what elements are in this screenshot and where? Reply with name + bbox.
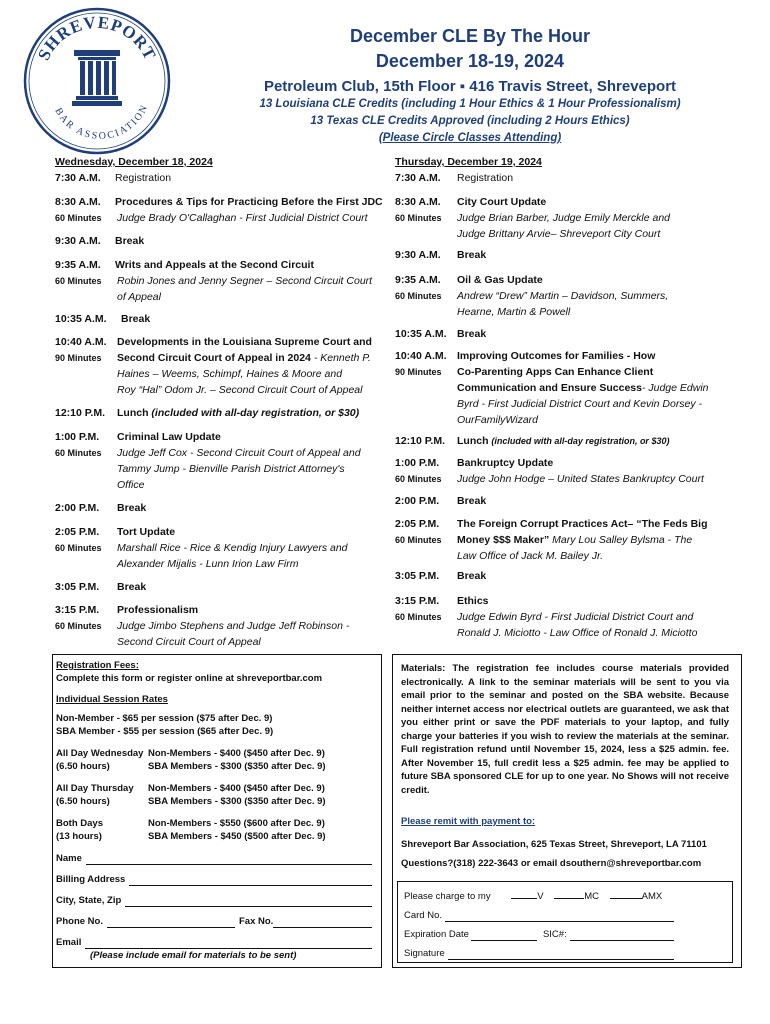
expiration-sic-field[interactable]: Expiration Date SIC#: xyxy=(404,928,674,941)
session-row[interactable]: 2:00 P.M. Break xyxy=(55,502,147,514)
thursday-heading: Thursday, December 19, 2024 xyxy=(395,156,542,168)
session-row[interactable]: 3:05 P.M. Break xyxy=(395,570,487,582)
session-row[interactable]: 1:00 P.M. Bankruptcy Update 60 Minutes Judge John Hodge – United States Bankruptcy Court xyxy=(395,457,704,485)
card-type-row[interactable]: Please charge to my V MC AMX xyxy=(404,891,663,902)
registration-fees-label: Registration Fees: xyxy=(56,660,139,671)
session-row[interactable]: 3:15 P.M. Ethics 60 Minutes Judge Edwin Byrd - First Judicial District Court and Ronald J. Miciotto - Law Office of Ronald J. Miciotto xyxy=(395,595,698,639)
wednesday-heading: Wednesday, December 18, 2024 xyxy=(55,156,213,168)
session-row[interactable]: 8:30 A.M. Procedures & Tips for Practicing Before the First JDC 60 Minutes Judge Brady O'Callaghan - First Judicial District Court xyxy=(55,196,383,224)
session-row[interactable]: 12:10 P.M. Lunch (included with all-day registration, or $30) xyxy=(55,407,360,419)
session-row[interactable]: 12:10 P.M. Lunch (included with all-day registration, or $30) xyxy=(395,435,670,447)
card-number-field[interactable]: Card No. xyxy=(404,909,674,922)
session-row[interactable]: 2:05 P.M. The Foreign Corrupt Practices Act– “The Feds Big 60 Minutes Money $$$ Maker” Mary Lou Salley Bylsma - The Law Office of Jack M. Bailey Jr. xyxy=(395,518,708,562)
bar-association-logo xyxy=(22,6,172,156)
register-online-text: Complete this form or register online at shreveportbar.com xyxy=(56,673,323,684)
session-row[interactable]: 9:35 A.M. Writs and Appeals at the Second Circuit 60 Minutes Robin Jones and Jenny Segner – Second Circuit Court of Appeal xyxy=(55,259,373,303)
session-row[interactable]: 9:30 A.M. Break xyxy=(395,249,487,261)
remit-address: Shreveport Bar Association, 625 Texas Street, Shreveport, LA 71101 xyxy=(401,839,707,850)
email-note: (Please include email for materials to be sent) xyxy=(90,950,297,961)
event-venue: Petroleum Club, 15th Floor ▪ 416 Travis Street, Shreveport xyxy=(263,78,677,95)
thursday-rate[interactable]: All Day Thursday (6.50 hours) Non-Members - $400 ($450 after Dec. 9) SBA Members - $300 ($350 after Dec. 9) xyxy=(56,783,326,807)
wednesday-schedule xyxy=(55,154,390,648)
session-row[interactable]: 10:40 A.M. Improving Outcomes for Families - How 90 Minutes Co-Parenting Apps Can Enhance Client Communication and Ensure Success- Judge Edwin Byrd - First Judicial District Court and Kevin Dorsey - OurFamilyWizard xyxy=(395,350,709,426)
name-field[interactable]: Name xyxy=(56,852,378,865)
session-row[interactable]: 8:30 A.M. City Court Update 60 Minutes Judge Brian Barber, Judge Emily Merckle and Judge Brittany Arvie– Shreveport City Court xyxy=(395,196,671,240)
materials-text: Materials: The registration fee includes course materials provided electronically. A link to the seminar materials will be sent to you via email prior to the seminar and posted on the SBA website. Because neither internet access nor electrical outlets are guaranteed, we ask that you either print or save the PDF materials to your laptop, and fully charge your batteries if you wish to review the materials at the seminar. Full registration refund until November 15, 2024, less a $25 admin. fee. After November 15, full credit less a $25 admin. fee may be applied to future SBA sponsored CLE for up to one year. No Shows will not receive credit. xyxy=(401,663,730,796)
materials-box xyxy=(392,654,742,968)
session-row[interactable]: 9:30 A.M. Break xyxy=(55,235,145,247)
session-row[interactable]: 3:05 P.M. Break xyxy=(55,581,147,593)
logo-top-text: SHREVEPORT xyxy=(34,12,160,64)
session-row[interactable]: 2:05 P.M. Tort Update 60 Minutes Marshall Rice - Rice & Kendig Injury Lawyers and Alexander Mijalis - Lunn Irion Law Firm xyxy=(55,526,348,570)
sba-session-rate[interactable]: SBA Member - $55 per session ($65 after Dec. 9) xyxy=(56,726,274,737)
session-row[interactable]: 10:40 A.M. Developments in the Louisiana Supreme Court and 90 Minutes Second Circuit Court of Appeal in 2024 - Kenneth P. Haines – Weems, Schimpf, Haines & Moore and Roy “Hal” Odom Jr. – Second Circuit Court of Appeal xyxy=(55,336,372,396)
billing-address-field[interactable]: Billing Address xyxy=(56,873,378,886)
session-row[interactable]: 7:30 A.M. Registration xyxy=(395,172,514,184)
logo-bottom-text: BAR ASSOCIATION xyxy=(52,102,151,143)
svg-text:BAR ASSOCIATION xyxy=(52,102,150,142)
individual-rates-label: Individual Session Rates xyxy=(56,694,168,705)
session-row[interactable]: 10:35 A.M. Break xyxy=(55,313,151,325)
wednesday-rate[interactable]: All Day Wednesday (6.50 hours) Non-Members - $400 ($450 after Dec. 9) SBA Members - $300 ($350 after Dec. 9) xyxy=(56,748,326,772)
city-state-zip-field[interactable]: City, State, Zip xyxy=(56,894,378,907)
session-row[interactable]: 3:15 P.M. Professionalism 60 Minutes Judge Jimbo Stephens and Judge Jeff Robinson - Second Circuit Court of Appeal xyxy=(55,604,350,648)
event-title: December CLE By The Hour xyxy=(349,26,591,46)
session-row[interactable]: 10:35 A.M. Break xyxy=(395,328,487,340)
session-row[interactable]: 7:30 A.M. Registration xyxy=(55,172,172,184)
registration-form xyxy=(52,654,382,968)
payment-box xyxy=(397,881,733,963)
circle-classes-note: (Please Circle Classes Attending) xyxy=(378,132,562,144)
email-field[interactable]: Email xyxy=(56,936,378,949)
phone-fax-field[interactable]: Phone No. Fax No. xyxy=(56,915,378,928)
signature-field[interactable]: Signature xyxy=(404,947,674,960)
session-row[interactable]: 1:00 P.M. Criminal Law Update 60 Minutes Judge Jeff Cox - Second Circuit Court of Appeal and Tammy Jump - Bienville Parish District Attorney's Office xyxy=(55,431,361,491)
session-row[interactable]: 9:35 A.M. Oil & Gas Update 60 Minutes Andrew “Drew” Martin – Davidson, Summers, Hearne, Martin & Powell xyxy=(395,274,669,318)
la-credits: 13 Louisiana CLE Credits (including 1 Hour Ethics & 1 Hour Professionalism) xyxy=(259,98,681,110)
both-days-rate[interactable]: Both Days (13 hours) Non-Members - $550 ($600 after Dec. 9) SBA Members - $450 ($500 after Dec. 9) xyxy=(56,818,326,842)
questions-contact: Questions?(318) 222-3643 or email dsouthern@shreveportbar.com xyxy=(401,858,702,869)
tx-credits: 13 Texas CLE Credits Approved (including 2 Hours Ethics) xyxy=(310,115,630,127)
session-row[interactable]: 2:00 P.M. Break xyxy=(395,495,487,507)
event-dates: December 18-19, 2024 xyxy=(375,51,565,71)
remit-label: Please remit with payment to: xyxy=(401,816,536,827)
thursday-schedule xyxy=(395,154,735,639)
nonmember-session-rate[interactable]: Non-Member - $65 per session ($75 after Dec. 9) xyxy=(56,713,273,724)
